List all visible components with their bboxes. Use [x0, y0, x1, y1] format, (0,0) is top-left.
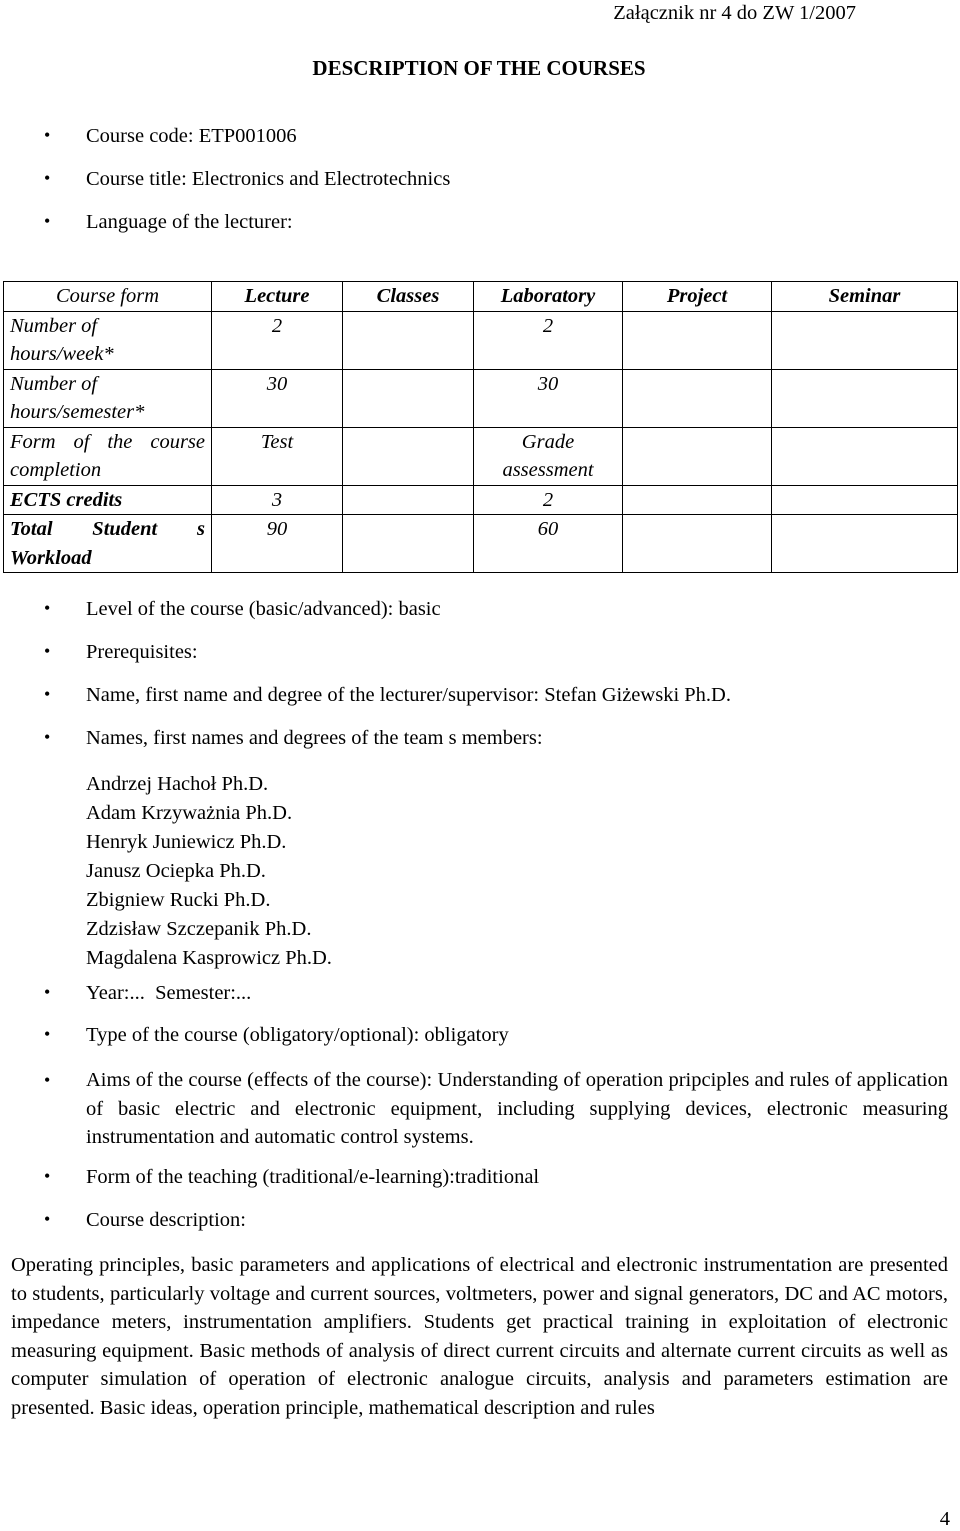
team-heading: • Names, first names and degrees of the team s members: [44, 727, 543, 749]
cell-lecture: 3 [212, 485, 343, 515]
description-label: • Course description: [44, 1209, 246, 1231]
team-member: Adam Krzyważnia Ph.D. [86, 802, 293, 824]
cell-laboratory: 2 [474, 311, 623, 369]
row-label: Form of the course completion [4, 427, 212, 485]
cell-project [623, 485, 772, 515]
cell-classes [343, 427, 474, 485]
teaching-form: • Form of the teaching (traditional/e-learning):traditional [44, 1166, 540, 1188]
course-type: • Type of the course (obligatory/optional): obligatory [44, 1024, 509, 1046]
bullet-icon: • [44, 211, 51, 231]
header-lecture: Lecture [212, 282, 343, 312]
cell-seminar [772, 427, 958, 485]
bullet-icon: • [44, 125, 51, 145]
header-seminar: Seminar [772, 282, 958, 312]
team-member: Janusz Ociepka Ph.D. [86, 860, 266, 882]
cell-lecture: 2 [212, 311, 343, 369]
page-title: DESCRIPTION OF THE COURSES [312, 56, 646, 80]
course-aims: • Aims of the course (effects of the course): Understanding of operation pripciples and rules of application of basic electric and electronic equipment, including supplying devices, electronic measuring instrumentation and automatic control systems. [86, 1066, 948, 1152]
page-number: 4 [939, 1508, 950, 1530]
cell-laboratory: Grade assessment [474, 427, 623, 485]
cell-seminar [772, 369, 958, 427]
cell-lecture: 90 [212, 515, 343, 573]
row-label: Total Student s Workload [4, 515, 212, 573]
table-row [4, 515, 958, 573]
header-classes: Classes [343, 282, 474, 312]
team-member: Zdzisław Szczepanik Ph.D. [86, 918, 312, 940]
lecturer: • Name, first name and degree of the lecturer/supervisor: Stefan Giżewski Ph.D. [44, 684, 731, 706]
cell-seminar [772, 485, 958, 515]
course-level: • Level of the course (basic/advanced): basic [44, 598, 441, 620]
table-row [4, 427, 958, 485]
header-laboratory: Laboratory [474, 282, 623, 312]
cell-laboratory: 2 [474, 485, 623, 515]
course-form-table [3, 281, 958, 573]
cell-project [623, 427, 772, 485]
cell-lecture: Test [212, 427, 343, 485]
table-row [4, 485, 958, 515]
bullet-icon: • [44, 598, 51, 618]
cell-classes [343, 485, 474, 515]
cell-lecture: 30 [212, 369, 343, 427]
cell-seminar [772, 311, 958, 369]
header-project: Project [623, 282, 772, 312]
header-course-form: Course form [4, 282, 212, 312]
prerequisites: • Prerequisites: [44, 641, 198, 663]
cell-seminar [772, 515, 958, 573]
team-member: Magdalena Kasprowicz Ph.D. [86, 947, 332, 969]
cell-laboratory: 60 [474, 515, 623, 573]
team-member: Henryk Juniewicz Ph.D. [86, 831, 287, 853]
course-title: • Course title: Electronics and Electrotechnics [44, 168, 451, 190]
bullet-icon: • [44, 684, 51, 704]
cell-laboratory: 30 [474, 369, 623, 427]
cell-project [623, 369, 772, 427]
team-member: Andrzej Hachoł Ph.D. [86, 773, 269, 795]
lecture-language: • Language of the lecturer: [44, 211, 293, 233]
row-label: Number of hours/week* [4, 311, 212, 369]
table-row [4, 369, 958, 427]
bullet-icon: • [44, 1024, 51, 1044]
row-label: Number of hours/semester* [4, 369, 212, 427]
team-member: Zbigniew Rucki Ph.D. [86, 889, 271, 911]
cell-classes [343, 369, 474, 427]
bullet-icon: • [44, 1070, 51, 1090]
bullet-icon: • [44, 982, 51, 1002]
cell-project [623, 311, 772, 369]
table-header-row [4, 282, 958, 312]
bullet-icon: • [44, 1209, 51, 1229]
bullet-icon: • [44, 641, 51, 661]
cell-project [623, 515, 772, 573]
team-members [86, 770, 332, 973]
attachment-note: Załącznik nr 4 do ZW 1/2007 [613, 2, 856, 24]
bullet-icon: • [44, 727, 51, 747]
table-row [4, 311, 958, 369]
bullet-icon: • [44, 1166, 51, 1186]
course-description: Operating principles, basic parameters and applications of electrical and electronic instrumentation are presented to students, particularly voltage and current sources, voltmeters, power and signal generators, DC and AC motors, impedance meters, instrumentation amplifiers. Students get practical training in exploitation of electronic measuring equipment. Basic methods of analysis of direct current circuits and alternate current circuits as well as computer simulation of operation of electronic analogue circuits, analysis and parameters estimation are presented. Basic ideas, operation principle, mathematical description and rules [11, 1254, 948, 1419]
year-semester: • Year:... Semester:... [44, 982, 252, 1004]
cell-classes [343, 515, 474, 573]
bullet-icon: • [44, 168, 51, 188]
course-code: • Course code: ETP001006 [44, 125, 297, 147]
cell-classes [343, 311, 474, 369]
row-label: ECTS credits [4, 485, 212, 515]
